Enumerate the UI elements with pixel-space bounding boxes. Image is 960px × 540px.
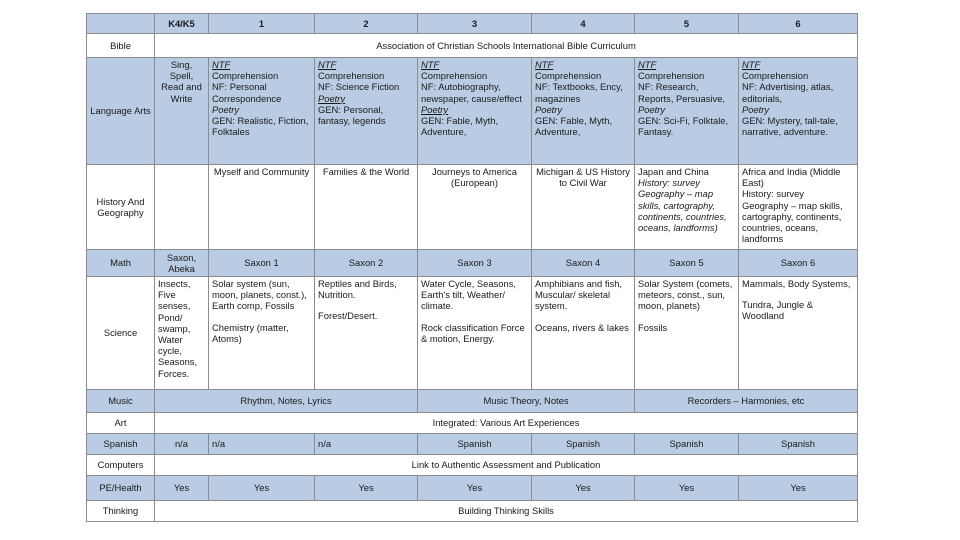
col-grade-4: 4 — [532, 14, 635, 34]
sci-grade-1: Solar system (sun, moon, planets, const.), Earth comp, Fossils Chemistry (matter, Atoms) — [209, 277, 315, 390]
spanish-grade-6: Spanish — [739, 434, 858, 455]
computers-text: Link to Authentic Assessment and Publication — [155, 455, 858, 476]
row-label-math: Math — [87, 250, 155, 277]
la-grade-4: NTF Comprehension NF: Textbooks, Ency, magazines Poetry GEN: Fable, Myth, Adventure, — [532, 58, 635, 165]
music-5-6: Recorders – Harmonies, etc — [635, 390, 858, 413]
hist-grade-1: Myself and Community — [209, 165, 315, 250]
la-grade-3: NTF Comprehension NF: Autobiography, newspaper, cause/effect Poetry GEN: Fable, Myth, Adventure, — [418, 58, 532, 165]
sci-k: Insects, Five senses, Pond/ swamp, Water cycle, Seasons, Forces. — [155, 277, 209, 390]
row-thinking — [87, 501, 858, 522]
row-label-music: Music — [87, 390, 155, 413]
row-label-history: History And Geography — [87, 165, 155, 250]
hist-k — [155, 165, 209, 250]
col-k4k5: K4/K5 — [155, 14, 209, 34]
bible-curriculum: Association of Christian Schools International Bible Curriculum — [155, 34, 858, 58]
row-pe-health — [87, 476, 858, 501]
pe-grade-3: Yes — [418, 476, 532, 501]
sci-grade-3: Water Cycle, Seasons, Earth's tilt, Weather/ climate. Rock classification Force & motion, Energy. — [418, 277, 532, 390]
la-k: Sing, Spell, Read and Write — [155, 58, 209, 165]
col-grade-1: 1 — [209, 14, 315, 34]
pe-grade-5: Yes — [635, 476, 739, 501]
math-grade-4: Saxon 4 — [532, 250, 635, 277]
row-label-spanish: Spanish — [87, 434, 155, 455]
row-label-computers: Computers — [87, 455, 155, 476]
sci-grade-5: Solar System (comets, meteors, const., sun, moon, planets) Fossils — [635, 277, 739, 390]
row-spanish — [87, 434, 858, 455]
corner-cell — [87, 14, 155, 34]
col-grade-6: 6 — [739, 14, 858, 34]
math-grade-6: Saxon 6 — [739, 250, 858, 277]
spanish-grade-3: Spanish — [418, 434, 532, 455]
hist-grade-5: Japan and China History: survey Geography – map skills, cartography, continents, countries, oceans, landforms) — [635, 165, 739, 250]
math-grade-1: Saxon 1 — [209, 250, 315, 277]
header-row — [87, 14, 858, 34]
hist-grade-4: Michigan & US History to Civil War — [532, 165, 635, 250]
col-grade-5: 5 — [635, 14, 739, 34]
pe-k: Yes — [155, 476, 209, 501]
row-label-pe: PE/Health — [87, 476, 155, 501]
music-k-2: Rhythm, Notes, Lyrics — [155, 390, 418, 413]
row-language-arts — [87, 58, 858, 165]
row-label-science: Science — [87, 277, 155, 390]
row-label-art: Art — [87, 413, 155, 434]
music-3-4: Music Theory, Notes — [418, 390, 635, 413]
spanish-k: n/a — [155, 434, 209, 455]
hist-grade-2: Families & the World — [315, 165, 418, 250]
row-label-language-arts: Language Arts — [87, 58, 155, 165]
art-text: Integrated: Various Art Experiences — [155, 413, 858, 434]
row-science — [87, 277, 858, 390]
sci-grade-2: Reptiles and Birds, Nutrition. Forest/Desert. — [315, 277, 418, 390]
spanish-grade-4: Spanish — [532, 434, 635, 455]
row-math — [87, 250, 858, 277]
math-grade-3: Saxon 3 — [418, 250, 532, 277]
row-label-bible: Bible — [87, 34, 155, 58]
spanish-grade-5: Spanish — [635, 434, 739, 455]
math-k: Saxon, Abeka — [155, 250, 209, 277]
col-grade-3: 3 — [418, 14, 532, 34]
spanish-grade-2: n/a — [315, 434, 418, 455]
row-art — [87, 413, 858, 434]
pe-grade-6: Yes — [739, 476, 858, 501]
pe-grade-4: Yes — [532, 476, 635, 501]
col-grade-2: 2 — [315, 14, 418, 34]
spanish-grade-1: n/a — [209, 434, 315, 455]
sci-grade-6: Mammals, Body Systems, Tundra, Jungle & Woodland — [739, 277, 858, 390]
curriculum-table — [86, 13, 858, 522]
la-grade-5: NTF Comprehension NF: Research, Reports, Persuasive, Poetry GEN: Sci-Fi, Folktale, Fantasy. — [635, 58, 739, 165]
row-music — [87, 390, 858, 413]
pe-grade-1: Yes — [209, 476, 315, 501]
la-grade-1: NTF Comprehension NF: Personal Correspondence Poetry GEN: Realistic, Fiction, Folktales — [209, 58, 315, 165]
math-grade-2: Saxon 2 — [315, 250, 418, 277]
row-label-thinking: Thinking — [87, 501, 155, 522]
hist-grade-3: Journeys to America (European) — [418, 165, 532, 250]
thinking-text: Building Thinking Skills — [155, 501, 858, 522]
row-bible — [87, 34, 858, 58]
pe-grade-2: Yes — [315, 476, 418, 501]
row-history-geography — [87, 165, 858, 250]
sci-grade-4: Amphibians and fish, Muscular/ skeletal system. Oceans, rivers & lakes — [532, 277, 635, 390]
math-grade-5: Saxon 5 — [635, 250, 739, 277]
row-computers — [87, 455, 858, 476]
la-grade-2: NTF Comprehension NF: Science Fiction Poetry GEN: Personal, fantasy, legends — [315, 58, 418, 165]
hist-grade-6: Africa and India (Middle East) History: survey Geography – map skills, cartography, continents, countries, oceans, landforms — [739, 165, 858, 250]
la-grade-6: NTF Comprehension NF: Advertising, atlas, editorials, Poetry GEN: Mystery, tall-tale, narrative, adventure. — [739, 58, 858, 165]
